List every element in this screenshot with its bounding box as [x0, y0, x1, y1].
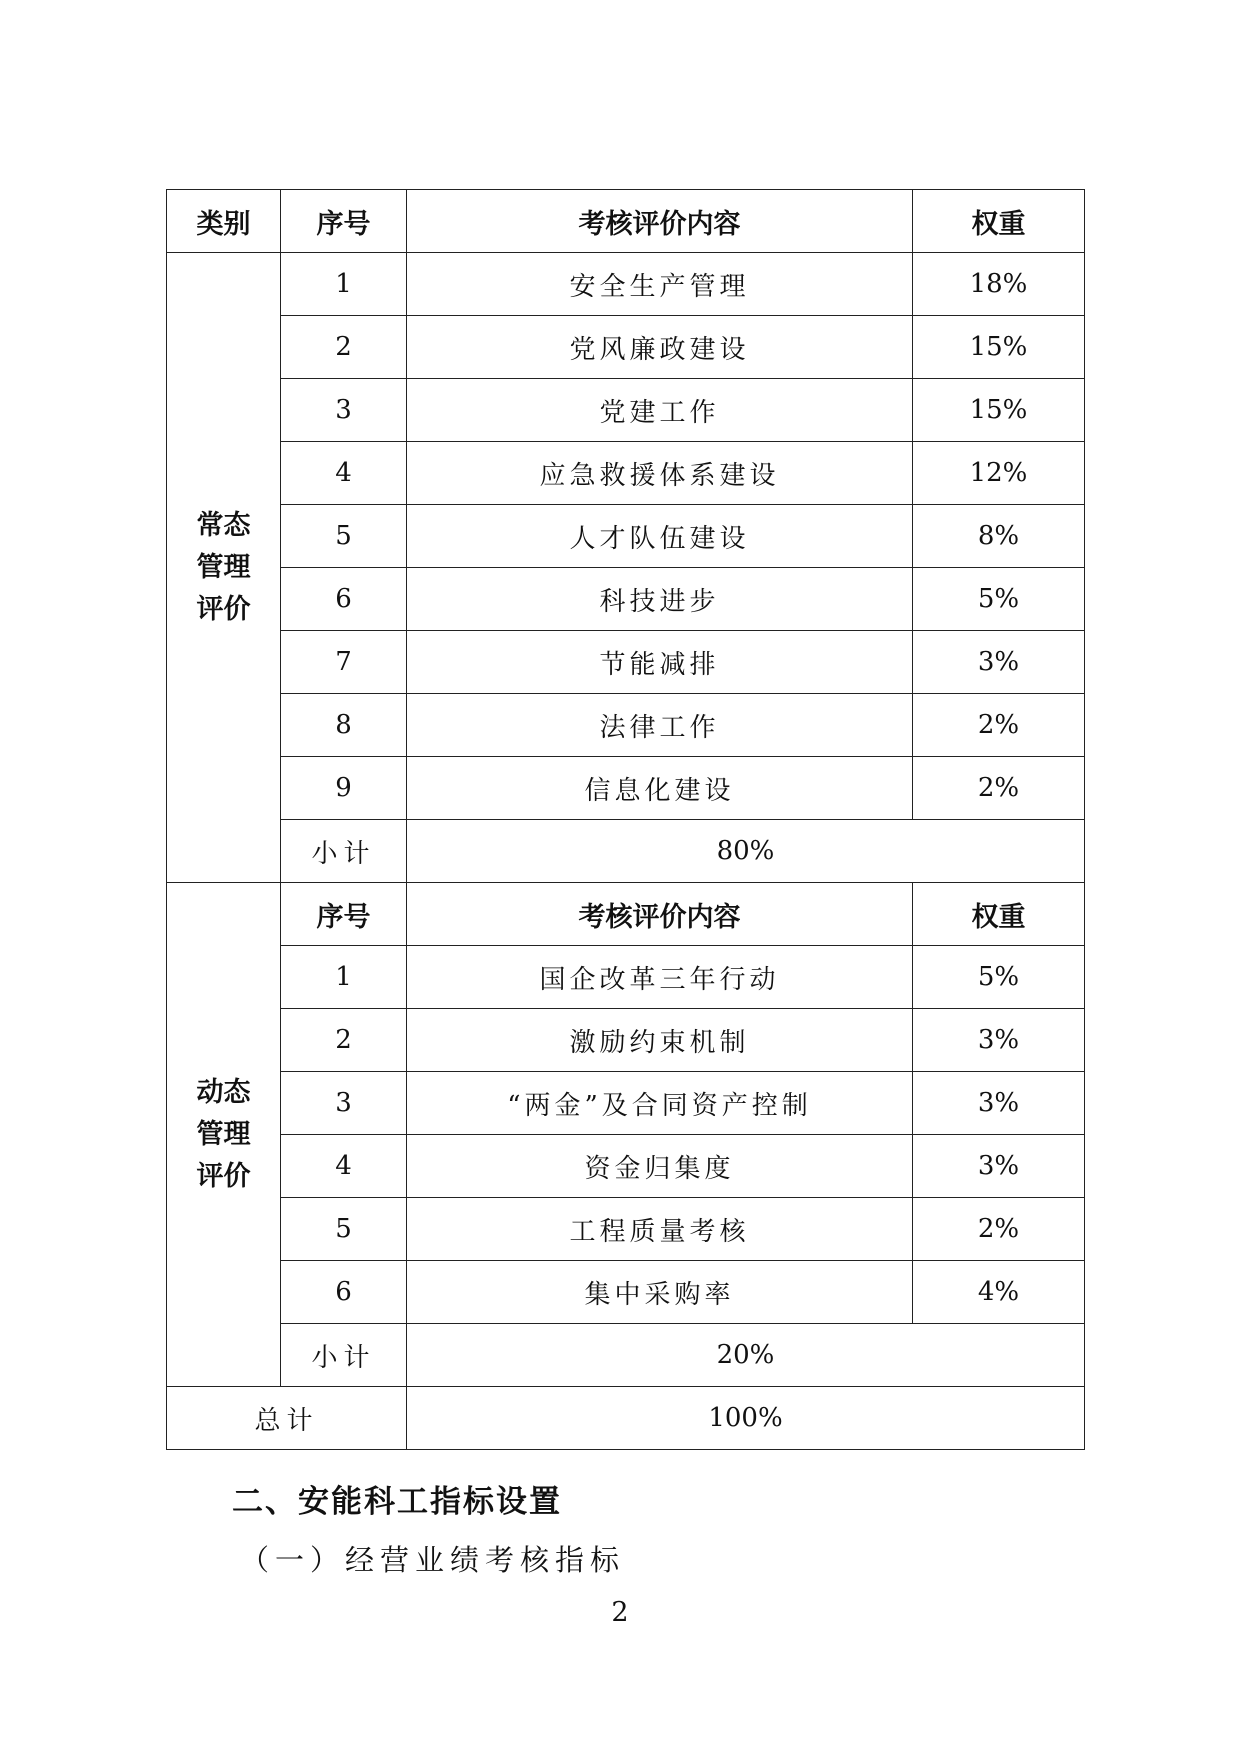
- row-weight: 18%: [913, 253, 1085, 316]
- total-value: 100%: [407, 1387, 1085, 1450]
- subtotal-label: 小计: [281, 820, 407, 883]
- subtotal-row: [167, 1324, 1085, 1387]
- table-row: [167, 442, 1085, 505]
- row-content: 党建工作: [407, 379, 913, 442]
- row-weight: 2%: [913, 1198, 1085, 1261]
- category-line: 动态: [196, 1076, 251, 1108]
- total-row: [167, 1387, 1085, 1450]
- header-category: 类别: [167, 190, 281, 253]
- header-weight: 权重: [913, 190, 1085, 253]
- category-line: 管理: [196, 551, 251, 583]
- row-content: 国企改革三年行动: [407, 946, 913, 1009]
- category-routine-management: [167, 253, 281, 883]
- table-row: [167, 568, 1085, 631]
- row-weight: 8%: [913, 505, 1085, 568]
- row-content: “两金”及合同资产控制: [407, 1072, 913, 1135]
- category-line: 评价: [196, 1160, 251, 1192]
- subtotal-label: 小计: [281, 1324, 407, 1387]
- subtotal-value: 80%: [407, 820, 1085, 883]
- table-row: [167, 505, 1085, 568]
- row-index: 5: [281, 505, 407, 568]
- header-index: 序号: [281, 883, 407, 946]
- row-weight: 15%: [913, 379, 1085, 442]
- row-weight: 12%: [913, 442, 1085, 505]
- section-heading: 二、安能科工指标设置: [232, 1484, 562, 1520]
- table-row: [167, 1009, 1085, 1072]
- row-index: 6: [281, 1261, 407, 1324]
- table-row: [167, 379, 1085, 442]
- row-content: 集中采购率: [407, 1261, 913, 1324]
- category-line: 常态: [196, 509, 251, 541]
- row-index: 7: [281, 631, 407, 694]
- row-weight: 2%: [913, 757, 1085, 820]
- category-line: 管理: [196, 1118, 251, 1150]
- total-label: 总计: [167, 1387, 407, 1450]
- subtotal-value: 20%: [407, 1324, 1085, 1387]
- table-header-row: [167, 190, 1085, 253]
- row-weight: 5%: [913, 946, 1085, 1009]
- row-content: 党风廉政建设: [407, 316, 913, 379]
- table-row: [167, 757, 1085, 820]
- assessment-table: [166, 189, 1085, 1450]
- category-line: 评价: [196, 593, 251, 625]
- row-weight: 5%: [913, 568, 1085, 631]
- row-content: 节能减排: [407, 631, 913, 694]
- row-index: 3: [281, 1072, 407, 1135]
- row-index: 1: [281, 253, 407, 316]
- header-content: 考核评价内容: [407, 190, 913, 253]
- row-content: 应急救援体系建设: [407, 442, 913, 505]
- row-content: 资金归集度: [407, 1135, 913, 1198]
- row-index: 6: [281, 568, 407, 631]
- row-index: 5: [281, 1198, 407, 1261]
- row-index: 1: [281, 946, 407, 1009]
- category-dynamic-management: [167, 883, 281, 1387]
- row-index: 3: [281, 379, 407, 442]
- page-number: 2: [611, 1597, 629, 1628]
- table-row: [167, 316, 1085, 379]
- row-index: 8: [281, 694, 407, 757]
- subtotal-row: [167, 820, 1085, 883]
- row-content: 工程质量考核: [407, 1198, 913, 1261]
- row-index: 2: [281, 1009, 407, 1072]
- header-index: 序号: [281, 190, 407, 253]
- row-weight: 15%: [913, 316, 1085, 379]
- row-weight: 2%: [913, 694, 1085, 757]
- row-index: 2: [281, 316, 407, 379]
- table-row: [167, 946, 1085, 1009]
- row-content: 科技进步: [407, 568, 913, 631]
- table-row: [167, 1135, 1085, 1198]
- table-row: [167, 1261, 1085, 1324]
- row-weight: 3%: [913, 1009, 1085, 1072]
- section-header-row: [167, 883, 1085, 946]
- table-row: [167, 253, 1085, 316]
- row-index: 4: [281, 442, 407, 505]
- row-index: 9: [281, 757, 407, 820]
- row-weight: 4%: [913, 1261, 1085, 1324]
- row-content: 激励约束机制: [407, 1009, 913, 1072]
- row-weight: 3%: [913, 1135, 1085, 1198]
- table-row: [167, 1072, 1085, 1135]
- header-weight: 权重: [913, 883, 1085, 946]
- row-content: 安全生产管理: [407, 253, 913, 316]
- header-content: 考核评价内容: [407, 883, 913, 946]
- table-row: [167, 1198, 1085, 1261]
- subsection-heading: （一）经营业绩考核指标: [240, 1543, 626, 1577]
- row-index: 4: [281, 1135, 407, 1198]
- row-content: 人才队伍建设: [407, 505, 913, 568]
- table-row: [167, 694, 1085, 757]
- table-row: [167, 631, 1085, 694]
- row-weight: 3%: [913, 631, 1085, 694]
- row-weight: 3%: [913, 1072, 1085, 1135]
- row-content: 法律工作: [407, 694, 913, 757]
- row-content: 信息化建设: [407, 757, 913, 820]
